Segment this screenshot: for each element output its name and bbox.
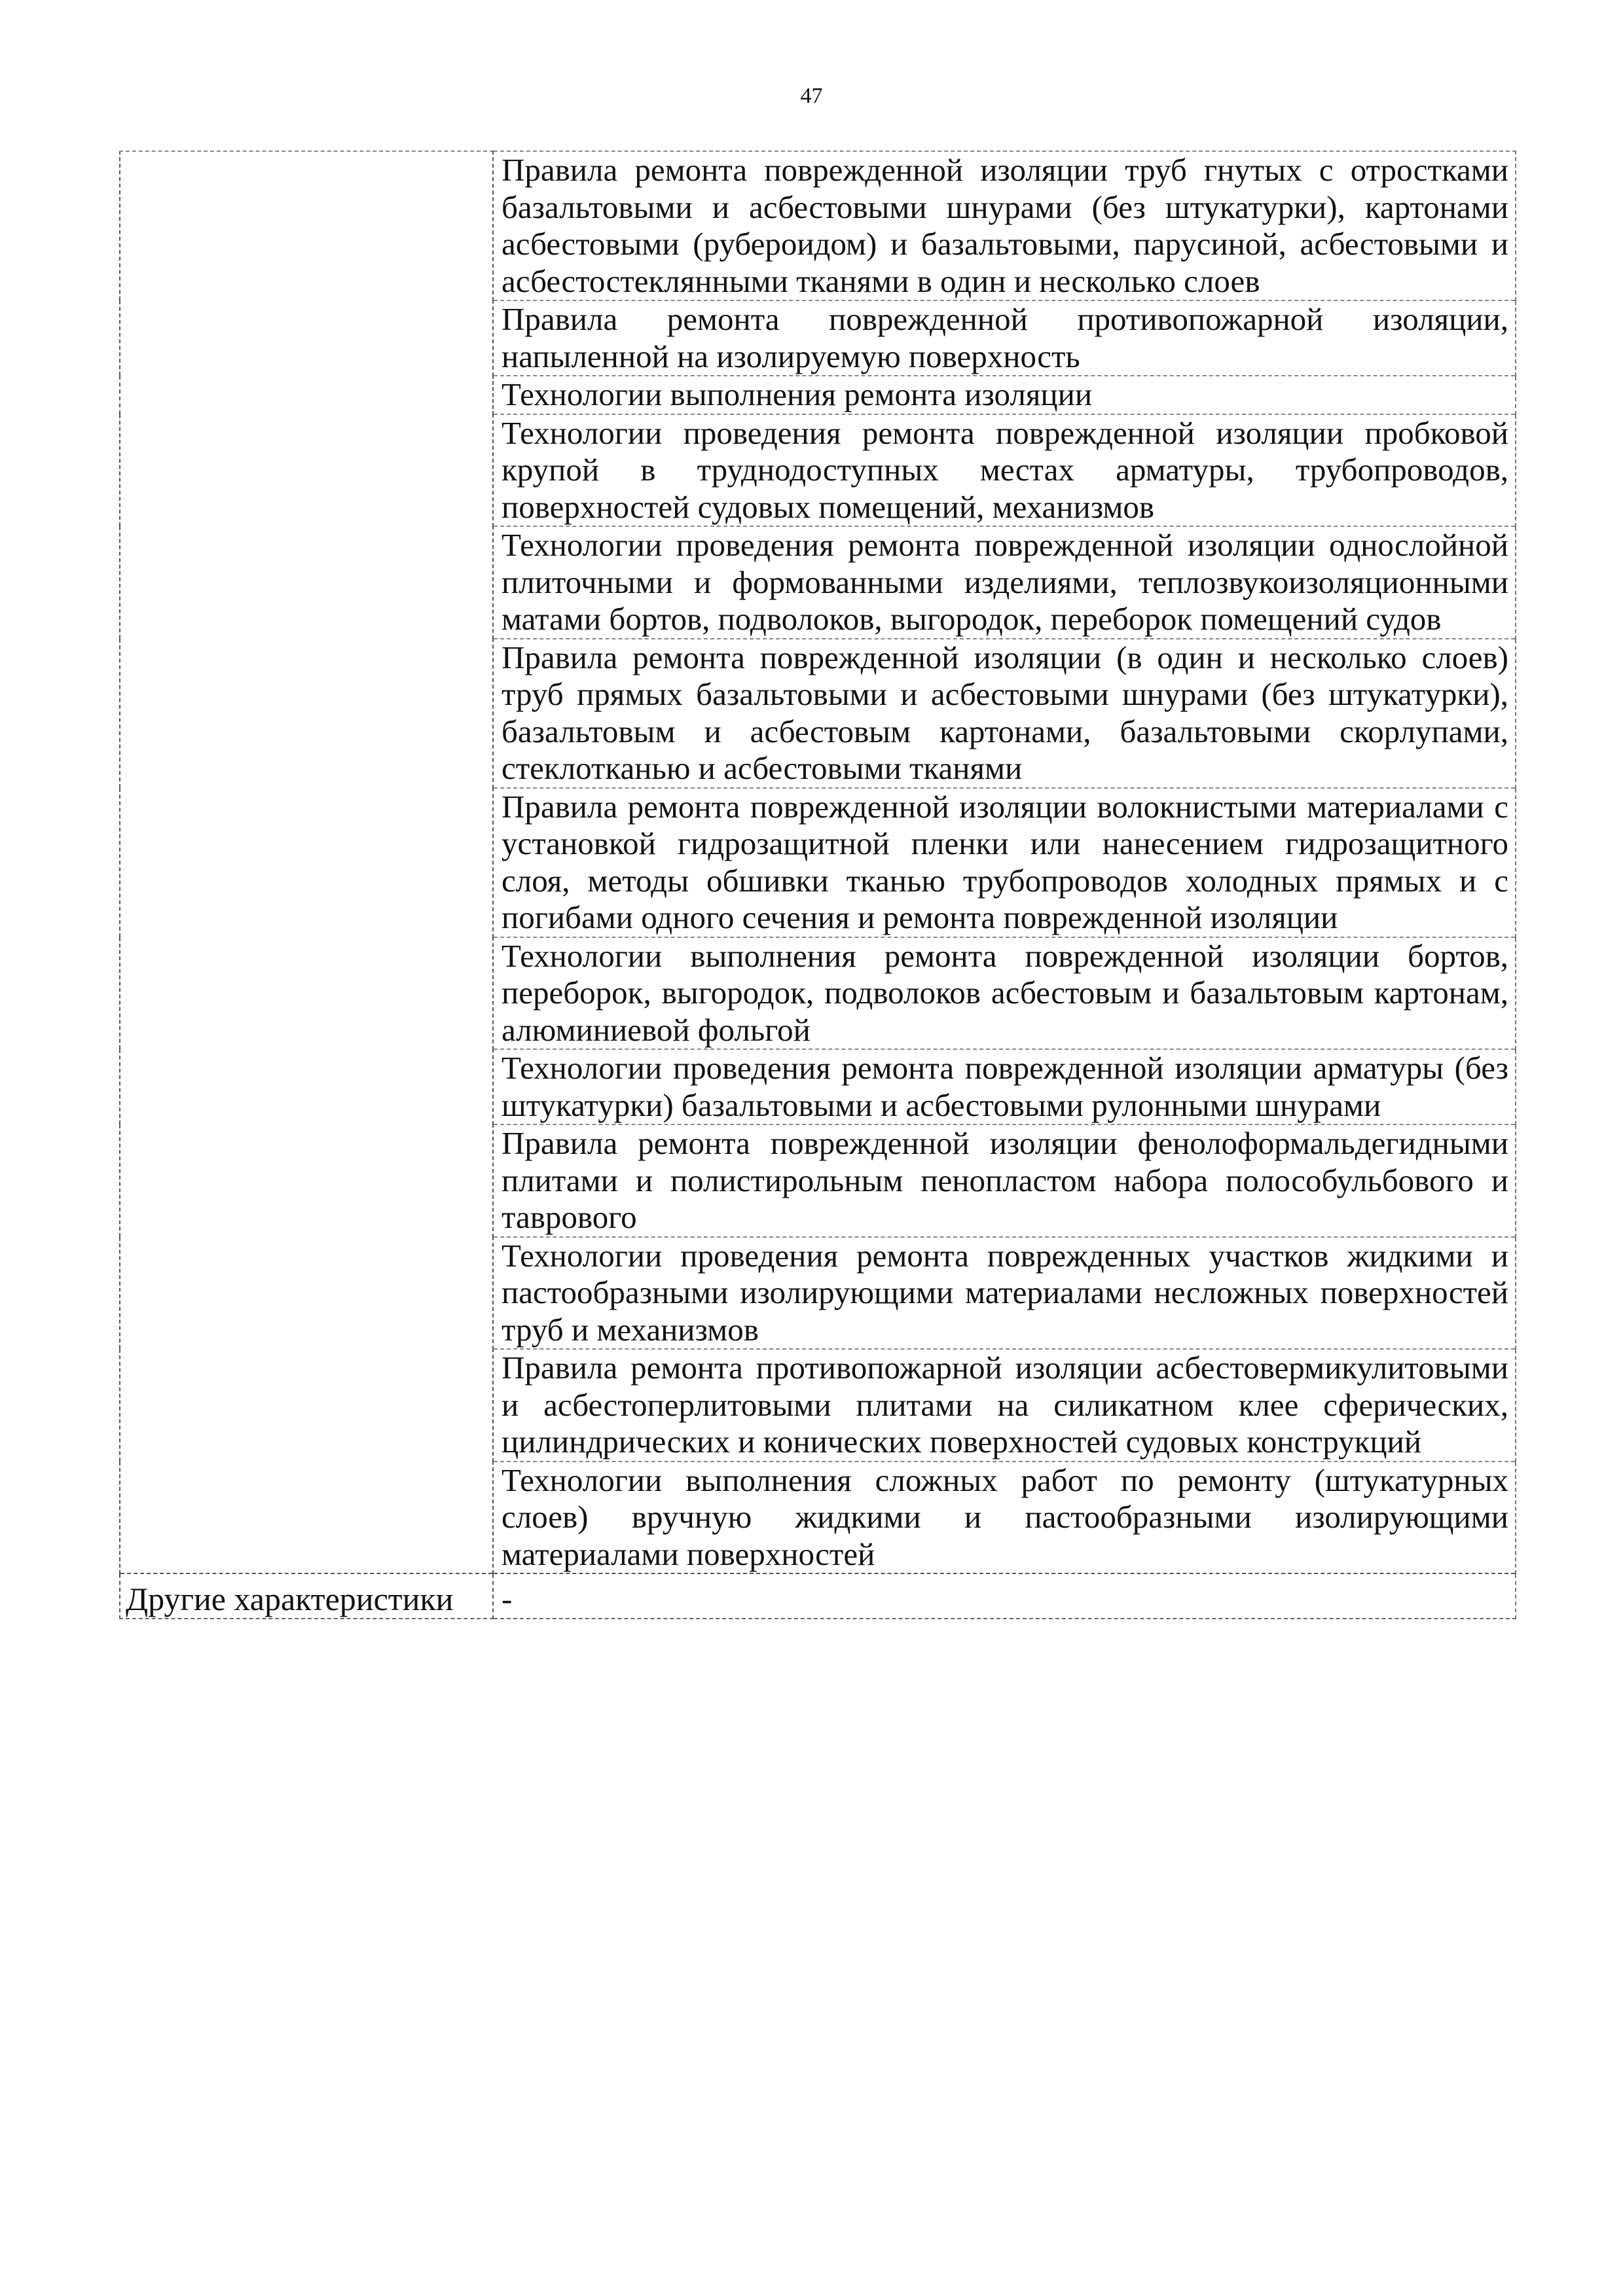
knowledge-item: Правила ремонта поврежденной изоляции труб гнутых с отростками базальтовыми и асбестовыми шнурами (без штукатурки), картонами асбестовыми (рубероидом) и базальтовыми, парусиной, асбестовыми и асбестостеклянными тканями в один и несколько слоев [501,152,1508,299]
knowledge-item: Технологии проведения ремонта поврежденных участков жидкими и пастообразными изолирующими материалами несложных поверхностей труб и механизмов [501,1237,1508,1348]
knowledge-item: Технологии проведения ремонта поврежденной изоляции пробковой крупой в труднодоступных местах арматуры, трубопроводов, поверхностей судовых помещений, механизмов [501,414,1508,525]
knowledge-cell [493,1237,1516,1350]
knowledge-cell [493,151,1516,300]
other-characteristics-value-cell [493,1573,1516,1619]
other-characteristics-row [120,1573,1516,1619]
knowledge-item: Технологии выполнения сложных работ по ремонту (штукатурных слоев) вручную жидкими и пастообразными изолирующими материалами поверхностей [501,1462,1508,1572]
knowledge-cell [493,300,1516,376]
knowledge-item: Правила ремонта поврежденной изоляции (в один и несколько слоев) труб прямых базальтовыми и асбестовыми шнурами (без штукатурки), базальтовым и асбестовым картонами, базальтовыми скорлупами, стеклотканью и асбестовыми тканями [501,639,1508,786]
knowledge-item: Правила ремонта поврежденной изоляции волокнистыми материалами с установкой гидрозащитной пленки или нанесением гидрозащитного слоя, методы обшивки тканью трубопроводов холодных прямых и с погибами одного сечения и ремонта поврежденной изоляции [501,788,1508,935]
knowledge-item: Правила ремонта поврежденной изоляции фенолоформальдегидными плитами и полистирольным пенопластом набора полособульбового и таврового [501,1125,1508,1235]
knowledge-item: Правила ремонта поврежденной противопожарной изоляции, напыленной на изолируемую поверхность [501,301,1508,374]
knowledge-cell [493,414,1516,527]
knowledge-item: Правила ремонта противопожарной изоляции асбестовермикулитовыми и асбестоперлитовыми плитами на силикатном клее сферических, цилиндрических и конических поверхностей судовых конструкций [501,1350,1508,1460]
knowledge-cell [493,937,1516,1050]
other-characteristics-label-cell [120,1573,493,1619]
knowledge-item: Технологии проведения ремонта поврежденной изоляции арматуры (без штукатурки) базальтовыми и асбестовыми рулонными шнурами [501,1050,1508,1123]
knowledge-cell [493,1049,1516,1124]
knowledge-item: Технологии выполнения ремонта поврежденной изоляции бортов, переборок, выгородок, подволоков асбестовым и базальтовым картонам, алюминиевой фольгой [501,937,1508,1048]
knowledge-cell [493,1124,1516,1237]
page-number: 47 [800,84,823,108]
table-row [120,151,1516,300]
knowledge-cell [493,788,1516,937]
knowledge-cell [493,526,1516,639]
knowledge-table [119,151,1516,1619]
table-body [120,151,1516,1619]
knowledge-label-cell [120,151,493,1573]
knowledge-cell [493,639,1516,788]
other-characteristics-value: - [501,1581,513,1617]
knowledge-cell [493,376,1516,414]
knowledge-item: Технологии проведения ремонта поврежденной изоляции однослойной плиточными и формованными изделиями, теплозвукоизоляционными матами бортов, подволоков, выгородок, переборок помещений судов [501,527,1508,637]
other-characteristics-label: Другие характеристики [126,1581,454,1617]
knowledge-item: Технологии выполнения ремонта изоляции [501,376,1093,412]
knowledge-cell [493,1349,1516,1462]
knowledge-cell [493,1462,1516,1574]
